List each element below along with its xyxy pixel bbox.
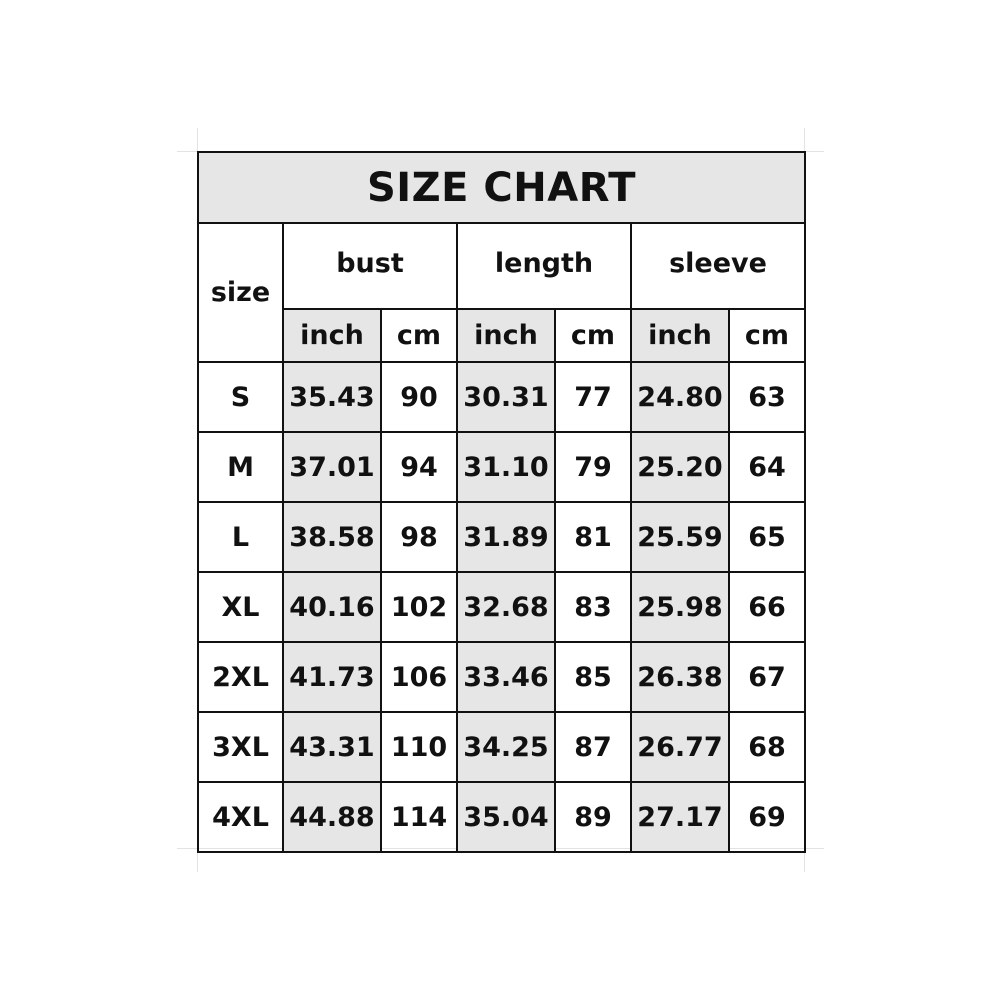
table-row	[198, 572, 805, 642]
sleeve-cm-cell: 65	[729, 502, 805, 572]
unit-header-length-inch: inch	[457, 309, 555, 362]
table-row	[198, 642, 805, 712]
length-cm-cell: 85	[555, 642, 631, 712]
bust-cm-cell: 94	[381, 432, 457, 502]
bust-cm-cell: 110	[381, 712, 457, 782]
sleeve-inch-cell: 25.20	[631, 432, 729, 502]
sleeve-cm-cell: 69	[729, 782, 805, 852]
sleeve-cm-cell: 63	[729, 362, 805, 432]
length-inch-cell: 33.46	[457, 642, 555, 712]
sleeve-cm-cell: 67	[729, 642, 805, 712]
bust-cm-cell: 114	[381, 782, 457, 852]
length-cm-cell: 81	[555, 502, 631, 572]
length-inch-cell: 32.68	[457, 572, 555, 642]
size-header: size	[198, 223, 283, 362]
sleeve-cm-cell: 64	[729, 432, 805, 502]
group-header-bust: bust	[283, 223, 457, 309]
sleeve-inch-cell: 25.98	[631, 572, 729, 642]
sleeve-cm-cell: 68	[729, 712, 805, 782]
length-cm-cell: 83	[555, 572, 631, 642]
size-chart-body	[198, 152, 805, 852]
bust-cm-cell: 106	[381, 642, 457, 712]
unit-header-sleeve-cm: cm	[729, 309, 805, 362]
table-row	[198, 712, 805, 782]
table-row	[198, 432, 805, 502]
unit-header-length-cm: cm	[555, 309, 631, 362]
length-inch-cell: 35.04	[457, 782, 555, 852]
bust-cm-cell: 98	[381, 502, 457, 572]
size-cell: 3XL	[198, 712, 283, 782]
length-cm-cell: 79	[555, 432, 631, 502]
bust-inch-cell: 38.58	[283, 502, 381, 572]
unit-header-sleeve-inch: inch	[631, 309, 729, 362]
bust-cm-cell: 90	[381, 362, 457, 432]
sleeve-inch-cell: 24.80	[631, 362, 729, 432]
length-cm-cell: 77	[555, 362, 631, 432]
title-row	[198, 152, 805, 223]
group-header-length: length	[457, 223, 631, 309]
bust-inch-cell: 43.31	[283, 712, 381, 782]
length-inch-cell: 31.89	[457, 502, 555, 572]
table-row	[198, 782, 805, 852]
size-cell: M	[198, 432, 283, 502]
sleeve-cm-cell: 66	[729, 572, 805, 642]
length-cm-cell: 89	[555, 782, 631, 852]
group-header-sleeve: sleeve	[631, 223, 805, 309]
unit-header-bust-cm: cm	[381, 309, 457, 362]
bust-inch-cell: 37.01	[283, 432, 381, 502]
length-inch-cell: 30.31	[457, 362, 555, 432]
bust-cm-cell: 102	[381, 572, 457, 642]
sleeve-inch-cell: 26.77	[631, 712, 729, 782]
bust-inch-cell: 41.73	[283, 642, 381, 712]
length-inch-cell: 31.10	[457, 432, 555, 502]
unit-header-row	[198, 309, 805, 362]
sleeve-inch-cell: 26.38	[631, 642, 729, 712]
size-cell: L	[198, 502, 283, 572]
length-inch-cell: 34.25	[457, 712, 555, 782]
chart-title: SIZE CHART	[198, 152, 805, 223]
size-cell: 4XL	[198, 782, 283, 852]
table-row	[198, 362, 805, 432]
group-header-row	[198, 223, 805, 309]
size-chart-table	[197, 151, 806, 853]
bust-inch-cell: 44.88	[283, 782, 381, 852]
unit-header-bust-inch: inch	[283, 309, 381, 362]
length-cm-cell: 87	[555, 712, 631, 782]
sleeve-inch-cell: 27.17	[631, 782, 729, 852]
size-cell: S	[198, 362, 283, 432]
sleeve-inch-cell: 25.59	[631, 502, 729, 572]
bust-inch-cell: 40.16	[283, 572, 381, 642]
size-cell: 2XL	[198, 642, 283, 712]
size-cell: XL	[198, 572, 283, 642]
bust-inch-cell: 35.43	[283, 362, 381, 432]
table-row	[198, 502, 805, 572]
